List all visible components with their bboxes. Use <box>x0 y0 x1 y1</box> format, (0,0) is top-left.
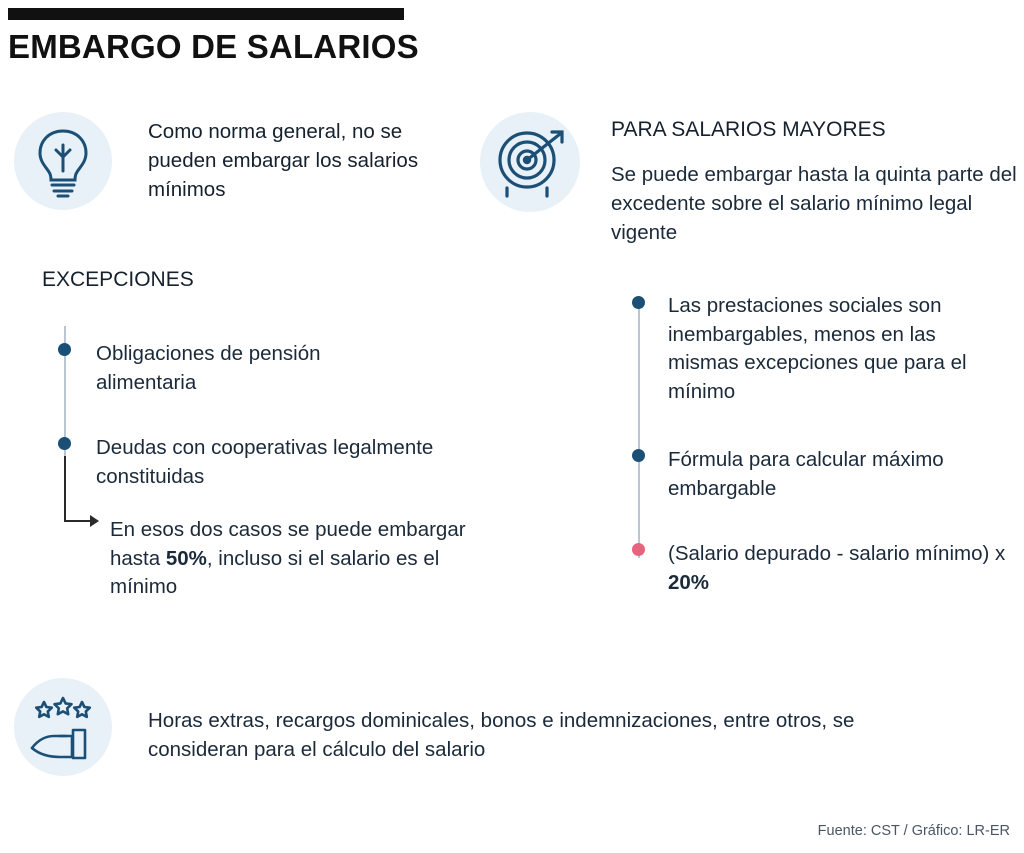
bottom-text: Horas extras, recargos dominicales, bonos e indemnizaciones, entre otros, se consideran para el cálculo del salario <box>148 709 855 762</box>
hand-stars-icon <box>14 678 112 776</box>
note-highlight: 50% <box>165 546 207 570</box>
arrow-icon <box>64 456 98 534</box>
target-arrow-icon <box>480 112 580 212</box>
right-bullet-dot-2 <box>632 449 645 462</box>
source-credit: Fuente: CST / Gráfico: LR-ER <box>817 823 1010 839</box>
right-heading: PARA SALARIOS MAYORES <box>611 118 886 141</box>
right-timeline-line <box>638 296 640 558</box>
list-item: Las prestaciones sociales son inembargables, menos en las mismas excepciones que para el mínimo <box>668 294 967 404</box>
intro-text: Como norma general, no se pueden embargar los salarios mínimos <box>148 120 419 202</box>
list-item: Obligaciones de pensión alimentaria <box>96 342 321 394</box>
right-subtext: Se puede embargar hasta la quinta parte del excedente sobre el salario mínimo legal vigente <box>611 163 1017 245</box>
right-bullet-dot-3 <box>632 543 645 556</box>
right-bullet-dot-1 <box>632 296 645 309</box>
lightbulb-icon <box>14 112 112 210</box>
title-rule <box>8 8 404 20</box>
formula-prefix: (Salario depurado - salario mínimo) x <box>668 542 1006 565</box>
left-bullet-dot-1 <box>58 343 71 356</box>
list-item: Fórmula para calcular máximo embargable <box>668 448 944 500</box>
exceptions-label: EXCEPCIONES <box>42 268 194 291</box>
note-suffix: , incluso si el salario es el mínimo <box>110 546 440 599</box>
formula-highlight: 20% <box>668 570 710 594</box>
left-bullet-dot-2 <box>58 437 71 450</box>
formula-text <box>668 540 1013 597</box>
exceptions-note <box>110 516 470 602</box>
note-prefix: En esos dos casos se puede embargar hasta <box>110 518 466 570</box>
list-item: Deudas con cooperativas legalmente constituidas <box>96 436 434 488</box>
page-title: EMBARGO DE SALARIOS <box>8 28 419 65</box>
